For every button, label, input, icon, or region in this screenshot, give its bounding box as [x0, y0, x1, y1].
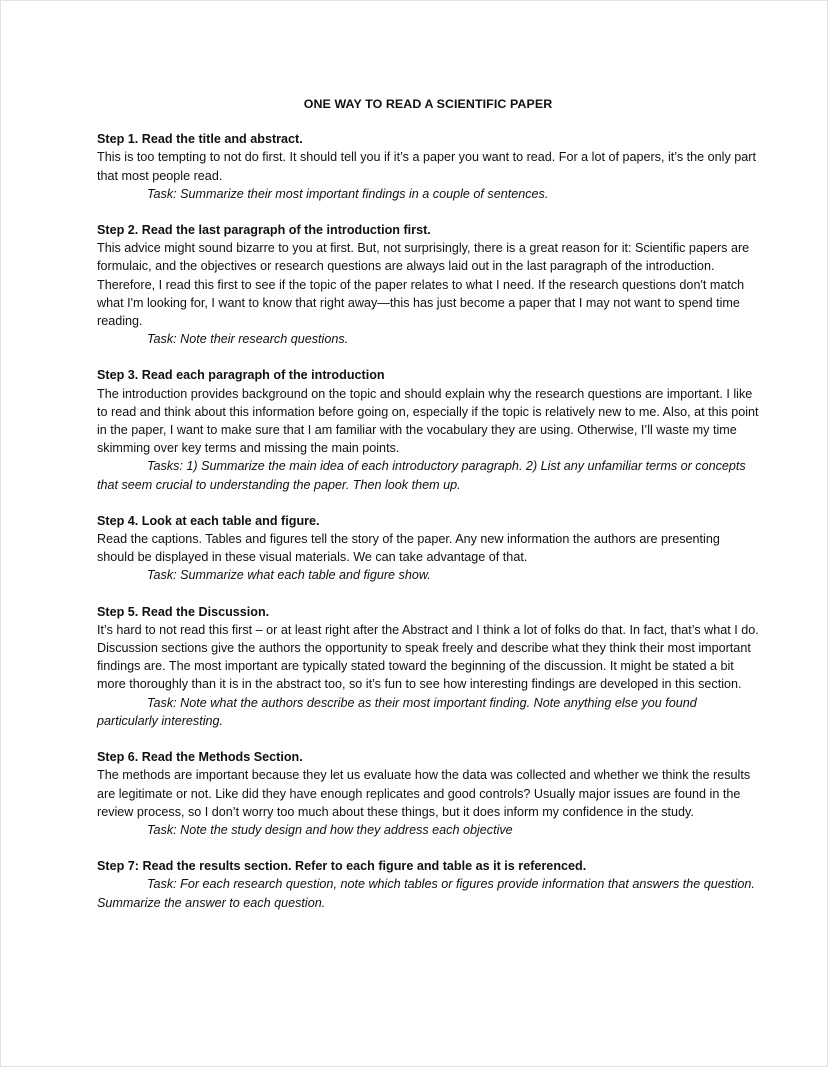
step-heading: Step 1. Read the title and abstract.: [97, 132, 303, 147]
step-task: Task: For each research question, note which tables or figures provide information that answers the question. Summarize the answer to each question.: [97, 877, 755, 910]
step-heading: Step 4. Look at each table and figure.: [97, 513, 320, 528]
step-heading: Step 3. Read each paragraph of the introduction: [97, 368, 385, 383]
step-task: Task: Note the study design and how they address each objective: [147, 822, 513, 837]
step-task: Task: Note their research questions.: [147, 332, 349, 347]
step-heading: Step 2. Read the last paragraph of the introduction first.: [97, 223, 431, 238]
step-body: This is too tempting to not do first. It should tell you if it’s a paper you want to read. For a lot of papers, it’s the only part that most people read.: [97, 150, 756, 183]
step-4: [97, 512, 759, 585]
step-5: [97, 603, 759, 730]
step-task: Task: Note what the authors describe as their most important finding. Note anything else you found particularly interesting.: [97, 695, 697, 728]
step-task: Tasks: 1) Summarize the main idea of each introductory paragraph. 2) List any unfamiliar terms or concepts that seem crucial to understanding the paper. Then look them up.: [97, 459, 746, 492]
step-3: [97, 366, 759, 493]
step-body: The methods are important because they let us evaluate how the data was collected and whether we think the results are legitimate or not. Like did they have enough replicates and good controls? Usually major issues are found in the review process, so I don’t worry too much about these things, but it does inform my confidence in the study.: [97, 768, 751, 819]
step-1: [97, 130, 759, 203]
step-7: [97, 857, 759, 912]
step-task: Task: Summarize what each table and figure show.: [147, 568, 431, 583]
step-heading: Step 5. Read the Discussion.: [97, 604, 270, 619]
document-title: ONE WAY TO READ A SCIENTIFIC PAPER: [303, 97, 553, 111]
step-body: The introduction provides background on the topic and should explain why the research questions are important. I like to read and think about this information before going on, especially if the topic is relatively new to me. Also, at this point in the paper, I want to make sure that I am familiar with the vocabulary they are using. Otherwise, I’ll waste my time skimming over key terms and missing the main points.: [97, 386, 759, 456]
step-2: [97, 221, 759, 348]
step-6: [97, 748, 759, 839]
step-task: Task: Summarize their most important findings in a couple of sentences.: [147, 186, 549, 201]
document-page: [97, 95, 759, 930]
step-body: It’s hard to not read this first – or at least right after the Abstract and I think a lot of folks do that. In fact, that’s what I do. Discussion sections give the authors the opportunity to speak freely and describe what they think their most important findings are. The most important are typically stated toward the beginning of the discussion. It might be stated a bit more thoroughly than it is in the abstract too, so it’s fun to see how interesting findings are developed in this section.: [97, 622, 759, 692]
step-body: Read the captions. Tables and figures tell the story of the paper. Any new information the authors are presenting should be displayed in these visual materials. We can take advantage of that.: [97, 532, 720, 565]
step-body: This advice might sound bizarre to you at first. But, not surprisingly, there is a great reason for it: Scientific papers are formulaic, and the objectives or research questions are always laid out in the last paragraph of the introduction. Therefore, I read this first to see if the topic of the paper relates to what I need. If the research questions don't match what I'm looking for, I want to know that right away—this has just become a paper that I may not want to spend time reading.: [97, 241, 750, 329]
step-heading: Step 6. Read the Methods Section.: [97, 750, 303, 765]
step-heading: Step 7: Read the results section. Refer to each figure and table as it is referenced.: [97, 859, 587, 874]
